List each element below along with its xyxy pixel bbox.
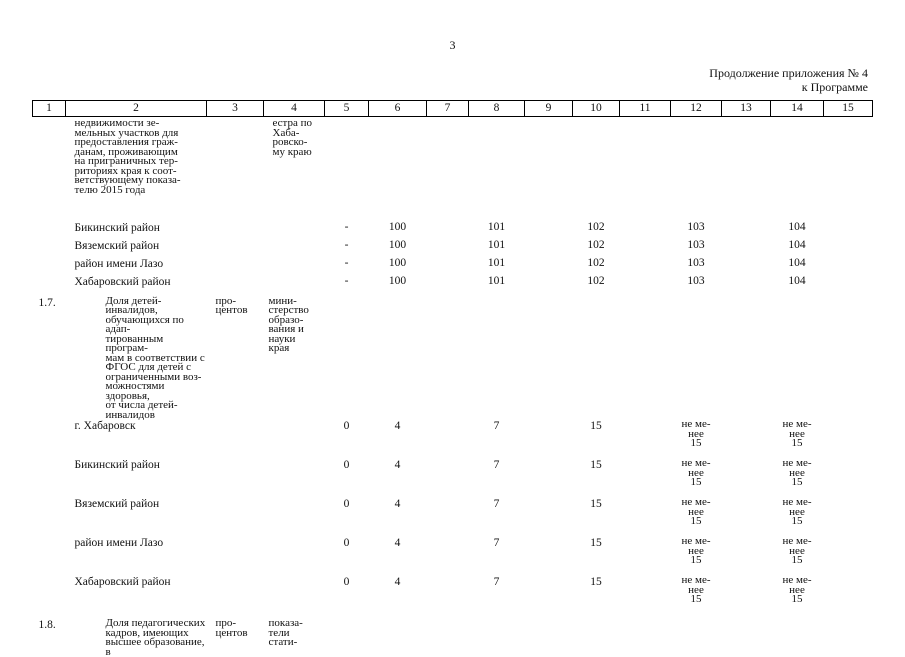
empty-cell (427, 293, 469, 421)
value-col-12 (671, 576, 722, 615)
column-header-7: 7 (427, 101, 469, 117)
empty-cell (33, 275, 66, 293)
district-row (33, 576, 873, 615)
value-col-14: 104 (788, 238, 806, 251)
column-header-4: 4 (264, 101, 325, 117)
empty-cell (264, 221, 325, 239)
empty-cell (264, 459, 325, 498)
column-header-15: 15 (824, 101, 873, 117)
value-col-8: 101 (487, 274, 506, 287)
empty-cell (573, 615, 620, 657)
empty-cell (671, 615, 722, 657)
empty-cell (207, 117, 264, 221)
empty-cell (722, 293, 771, 421)
empty-cell (427, 537, 469, 576)
empty-cell (207, 576, 264, 615)
item-row-item_1_8 (33, 615, 873, 657)
empty-cell (722, 257, 771, 275)
value-col-8: 101 (487, 238, 506, 251)
empty-cell (525, 117, 573, 221)
empty-cell (427, 117, 469, 221)
empty-cell (427, 239, 469, 257)
empty-cell (207, 221, 264, 239)
district-name: Хабаровский район (74, 275, 171, 288)
item-executor: показа- тели стати- (268, 617, 303, 648)
value-col-12 (671, 459, 722, 498)
empty-cell (369, 615, 427, 657)
district-name: Вяземский район (74, 239, 160, 252)
column-header-12: 12 (671, 101, 722, 117)
executor-text-continued: естра по Хаба- ровско- му краю (272, 117, 312, 158)
district-row (33, 420, 873, 459)
district-name: Вяземский район (74, 498, 160, 510)
value-col-14 (771, 576, 824, 615)
empty-cell (33, 537, 66, 576)
district-name: г. Хабаровск (74, 420, 136, 432)
value-col-14: 104 (788, 274, 806, 287)
empty-cell (620, 239, 671, 257)
empty-cell (620, 117, 671, 221)
empty-cell (264, 257, 325, 275)
empty-cell (427, 615, 469, 657)
column-header-13: 13 (722, 101, 771, 117)
value-col-12-text: не ме- нее 15 (681, 537, 711, 566)
empty-cell (207, 459, 264, 498)
value-col-5: - (344, 274, 349, 287)
empty-cell (207, 537, 264, 576)
empty-cell (722, 615, 771, 657)
district-row (33, 221, 873, 239)
value-col-10: 15 (590, 498, 602, 510)
district-row (33, 257, 873, 275)
empty-cell (525, 537, 573, 576)
empty-cell (722, 239, 771, 257)
value-col-14 (771, 420, 824, 459)
value-col-5: 0 (343, 537, 350, 549)
empty-cell (207, 420, 264, 459)
value-col-12-text: не ме- нее 15 (681, 420, 711, 449)
empty-cell (824, 239, 873, 257)
value-col-10: 102 (587, 238, 605, 251)
district-row (33, 459, 873, 498)
value-col-14: 104 (788, 256, 806, 269)
district-row (33, 498, 873, 537)
empty-cell (525, 257, 573, 275)
column-header-8: 8 (469, 101, 525, 117)
value-col-12: 103 (687, 220, 705, 233)
item-row-item_1_7 (33, 293, 873, 421)
column-header-2: 2 (66, 101, 207, 117)
empty-cell (824, 537, 873, 576)
empty-cell (620, 615, 671, 657)
empty-cell (824, 615, 873, 657)
empty-cell (722, 275, 771, 293)
empty-cell (369, 117, 427, 221)
value-col-14-text: не ме- нее 15 (782, 576, 812, 605)
value-col-6: 100 (388, 256, 407, 269)
empty-cell (264, 275, 325, 293)
value-col-10: 15 (590, 420, 602, 432)
empty-cell (33, 420, 66, 459)
empty-cell (671, 117, 722, 221)
value-col-14-text: не ме- нее 15 (782, 420, 812, 449)
empty-cell (264, 420, 325, 459)
empty-cell (525, 498, 573, 537)
empty-cell (771, 615, 824, 657)
empty-cell (207, 498, 264, 537)
empty-cell (525, 239, 573, 257)
page-number: 3 (449, 38, 456, 52)
column-header-1: 1 (33, 101, 66, 117)
item-unit: про- центов (215, 617, 248, 639)
empty-cell (207, 275, 264, 293)
value-col-8: 101 (487, 256, 506, 269)
district-name: Бикинский район (74, 459, 160, 471)
empty-cell (824, 275, 873, 293)
empty-cell (264, 576, 325, 615)
empty-cell (620, 420, 671, 459)
column-header-14: 14 (771, 101, 824, 117)
empty-cell (33, 459, 66, 498)
empty-cell (620, 221, 671, 239)
value-col-10: 102 (587, 256, 605, 269)
empty-cell (369, 293, 427, 421)
district-row (33, 537, 873, 576)
empty-cell (620, 537, 671, 576)
column-header-11: 11 (620, 101, 671, 117)
empty-cell (824, 459, 873, 498)
value-col-8: 7 (493, 498, 500, 510)
indicator-text-continued: недвижимости зе- мельных участков для предоставления граж- данам, проживающим на приграничных тер- риториях края к соот- ветствующему показа- телю 2015 года (74, 117, 181, 196)
empty-cell (325, 615, 369, 657)
empty-cell (525, 420, 573, 459)
empty-cell (620, 576, 671, 615)
empty-cell (33, 576, 66, 615)
empty-cell (525, 576, 573, 615)
empty-cell (722, 498, 771, 537)
empty-cell (671, 293, 722, 421)
empty-cell (824, 257, 873, 275)
value-col-6: 4 (394, 420, 401, 432)
empty-cell (824, 293, 873, 421)
item-number: 1.8. (38, 619, 56, 631)
value-col-10: 15 (590, 537, 602, 549)
value-col-14-text: не ме- нее 15 (782, 459, 812, 488)
appendix-line-2: к Программе (801, 80, 868, 94)
value-col-10: 102 (587, 274, 605, 287)
empty-cell (771, 117, 824, 221)
empty-cell (33, 117, 66, 221)
empty-cell (33, 221, 66, 239)
column-number-header (33, 101, 873, 117)
empty-cell (207, 239, 264, 257)
column-header-3: 3 (207, 101, 264, 117)
value-col-12-text: не ме- нее 15 (681, 576, 711, 605)
item-unit: про- центов (215, 294, 248, 316)
value-col-12: 103 (687, 256, 705, 269)
empty-cell (33, 498, 66, 537)
value-col-10: 15 (590, 576, 602, 588)
empty-cell (469, 615, 525, 657)
empty-cell (427, 420, 469, 459)
value-col-14-text: не ме- нее 15 (782, 498, 812, 527)
value-col-14: 104 (788, 220, 806, 233)
empty-cell (525, 459, 573, 498)
value-col-5: 0 (343, 498, 350, 510)
empty-cell (620, 293, 671, 421)
empty-cell (427, 576, 469, 615)
district-name: район имени Лазо (74, 257, 164, 270)
value-col-10: 15 (590, 459, 602, 471)
value-col-6: 4 (394, 537, 401, 549)
column-header-9: 9 (525, 101, 573, 117)
empty-cell (469, 293, 525, 421)
item-number: 1.7. (38, 296, 56, 309)
value-col-12: 103 (687, 238, 705, 251)
value-col-12 (671, 420, 722, 459)
value-col-14 (771, 498, 824, 537)
column-header-5: 5 (325, 101, 369, 117)
item-indicator: Доля педагогических кадров, имеющих высшее образование, в (105, 617, 206, 657)
empty-cell (771, 293, 824, 421)
program-indicators-table (32, 100, 873, 657)
empty-cell (573, 117, 620, 221)
value-col-14 (771, 537, 824, 576)
empty-cell (469, 117, 525, 221)
value-col-12 (671, 498, 722, 537)
empty-cell (525, 615, 573, 657)
empty-cell (264, 498, 325, 537)
empty-cell (264, 239, 325, 257)
value-col-14 (771, 459, 824, 498)
empty-cell (824, 498, 873, 537)
value-col-6: 4 (394, 498, 401, 510)
value-col-8: 7 (493, 537, 500, 549)
value-col-6: 100 (388, 274, 407, 287)
empty-cell (620, 459, 671, 498)
value-col-5: 0 (343, 459, 350, 471)
empty-cell (427, 459, 469, 498)
district-name: Бикинский район (74, 221, 160, 234)
value-col-5: - (344, 220, 349, 233)
district-row (33, 239, 873, 257)
value-col-12-text: не ме- нее 15 (681, 498, 711, 527)
empty-cell (722, 459, 771, 498)
value-col-5: 0 (343, 420, 350, 432)
value-col-12: 103 (687, 274, 705, 287)
empty-cell (722, 576, 771, 615)
empty-cell (722, 221, 771, 239)
empty-cell (824, 576, 873, 615)
value-col-8: 7 (493, 459, 500, 471)
empty-cell (824, 420, 873, 459)
appendix-caption (709, 66, 868, 94)
empty-cell (33, 257, 66, 275)
empty-cell (427, 498, 469, 537)
empty-cell (525, 293, 573, 421)
item-executor: мини- стерство образо- вания и науки края (268, 294, 309, 354)
empty-cell (33, 239, 66, 257)
empty-cell (427, 221, 469, 239)
appendix-line-1: Продолжение приложения № 4 (709, 66, 868, 80)
empty-cell (824, 221, 873, 239)
value-col-8: 101 (487, 220, 506, 233)
empty-cell (325, 293, 369, 421)
value-col-12 (671, 537, 722, 576)
empty-cell (722, 537, 771, 576)
value-col-10: 102 (587, 220, 605, 233)
value-col-6: 100 (388, 220, 407, 233)
empty-cell (620, 257, 671, 275)
empty-cell (722, 117, 771, 221)
value-col-5: 0 (343, 576, 350, 588)
empty-cell (620, 498, 671, 537)
value-col-5: - (344, 256, 349, 269)
district-name: район имени Лазо (74, 537, 164, 549)
empty-cell (824, 117, 873, 221)
empty-cell (722, 420, 771, 459)
value-col-6: 4 (394, 459, 401, 471)
value-col-6: 4 (394, 576, 401, 588)
value-col-8: 7 (493, 420, 500, 432)
empty-cell (620, 275, 671, 293)
value-col-6: 100 (388, 238, 407, 251)
empty-cell (573, 293, 620, 421)
district-name: Хабаровский район (74, 576, 171, 588)
empty-cell (325, 117, 369, 221)
empty-cell (427, 275, 469, 293)
value-col-12-text: не ме- нее 15 (681, 459, 711, 488)
item-indicator: Доля детей-инвалидов, обучающихся по адап- тированным програм- мам в соответствии с ФГОС для детей с ограниченными воз- можностями здоровья, от числа детей- инвалидов (105, 294, 205, 420)
column-header-6: 6 (369, 101, 427, 117)
value-col-14-text: не ме- нее 15 (782, 537, 812, 566)
empty-cell (525, 221, 573, 239)
empty-cell (264, 537, 325, 576)
value-col-5: - (344, 238, 349, 251)
empty-cell (207, 257, 264, 275)
empty-cell (525, 275, 573, 293)
column-header-10: 10 (573, 101, 620, 117)
value-col-8: 7 (493, 576, 500, 588)
empty-cell (427, 257, 469, 275)
district-row (33, 275, 873, 293)
